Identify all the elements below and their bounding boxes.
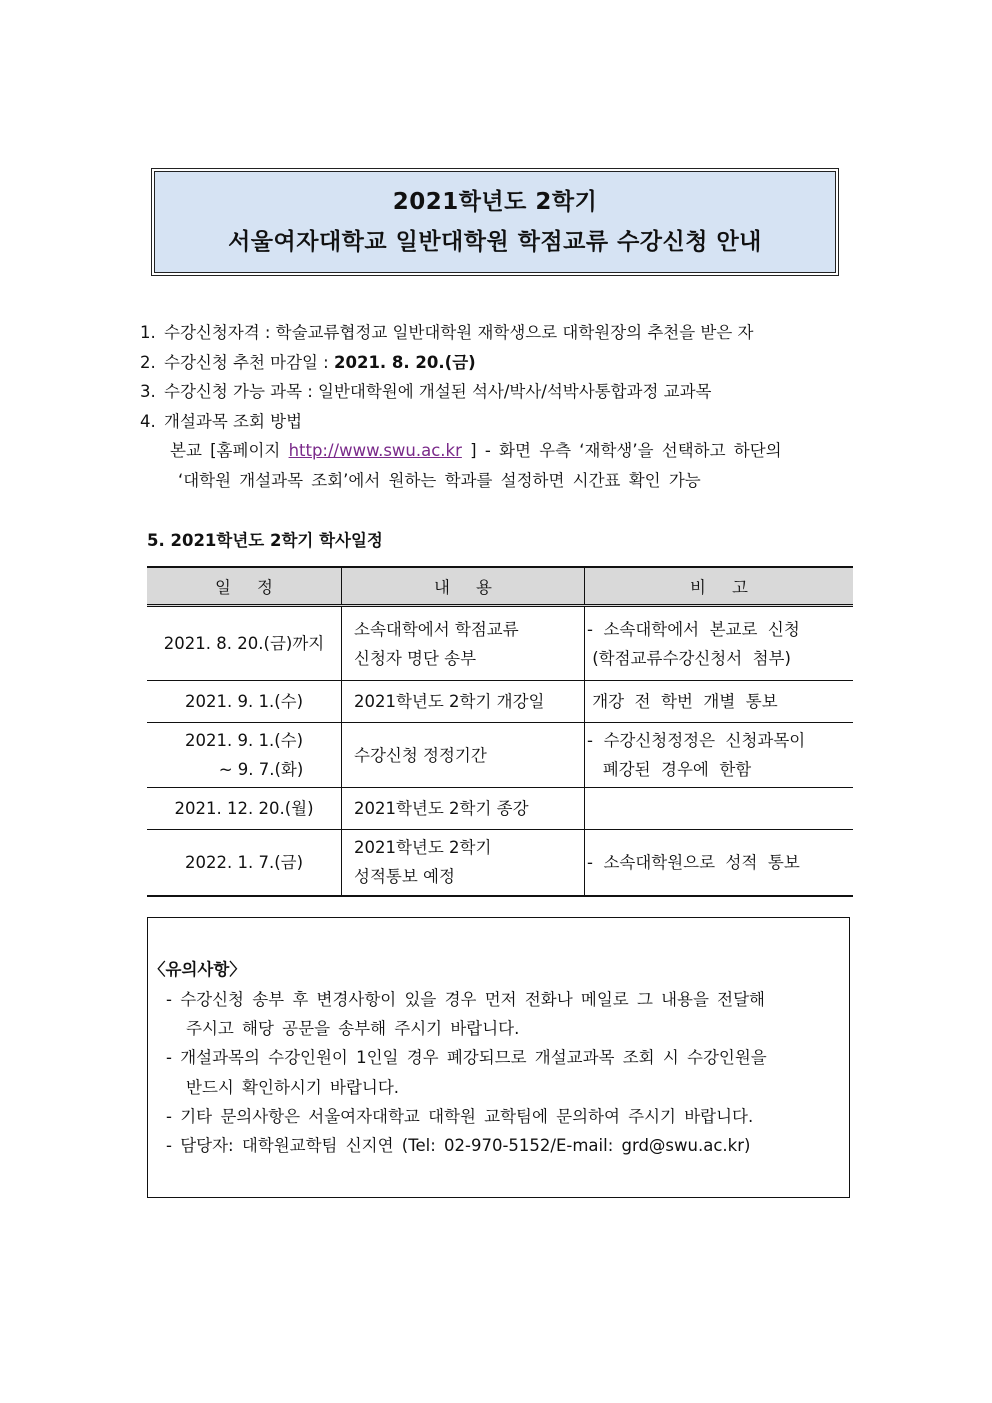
- detail-suffix: ] - 화면 우측 ‘재학생’을 선택하고 하단의: [461, 441, 782, 460]
- notice-list: [166, 985, 846, 1160]
- cell-date: 2021. 12. 20.(월): [147, 788, 342, 830]
- title-line-1: 2021학년도 2학기: [392, 189, 598, 215]
- cell-date: 2021. 9. 1.(수) ~ 9. 7.(화): [147, 723, 342, 788]
- notice-item-cont: 주시고 해당 공문을 송부해 주시기 바랍니다.: [186, 1019, 520, 1039]
- cell-note: [585, 788, 854, 830]
- cell-content: 2021학년도 2학기 개강일: [342, 681, 585, 723]
- cell-date: 2022. 1. 7.(금): [147, 830, 342, 896]
- title-box: [151, 168, 839, 276]
- cell-date: 2021. 8. 20.(금)까지: [147, 606, 342, 681]
- deadline-date: 2021. 8. 20.(금): [334, 352, 476, 372]
- notice-item: - 기타 문의사항은 서울여자대학교 대학원 교학팀에 문의하여 주시기 바랍니다.: [166, 1106, 754, 1126]
- item-number: 1.: [140, 323, 156, 342]
- title-line-2: 서울여자대학교 일반대학원 학점교류 수강신청 안내: [228, 229, 762, 255]
- header-date: 일정: [147, 567, 342, 606]
- item-number: 3.: [140, 382, 156, 401]
- item-number: 2.: [140, 352, 156, 372]
- table-row: [147, 606, 853, 681]
- table-row: [147, 681, 853, 723]
- schedule-table: [147, 566, 853, 897]
- notice-item: - 수강신청 송부 후 변경사항이 있을 경우 먼저 전화나 메일로 그 내용을 전달해: [166, 990, 766, 1009]
- info-list: [140, 318, 860, 495]
- table-header-row: [147, 567, 853, 606]
- header-note: 비고: [585, 567, 854, 606]
- item-text: 개설과목 조회 방법: [164, 411, 303, 431]
- list-item: [140, 377, 860, 407]
- cell-content: 소속대학에서 학점교류 신청자 명단 송부: [342, 606, 585, 681]
- item4-detail-line2: ‘대학원 개설과목 조회’에서 원하는 학과를 설정하면 시간표 확인 가능: [178, 470, 701, 490]
- cell-content: 수강신청 정정기간: [342, 723, 585, 788]
- homepage-link[interactable]: http://www.swu.ac.kr: [288, 441, 462, 460]
- item4-detail-line1: [140, 436, 860, 466]
- header-content: 내용: [342, 567, 585, 606]
- cell-note: - 수강신청정정은 신청과목이 폐강된 경우에 한함: [585, 723, 854, 788]
- cell-note: - 소속대학원으로 성적 통보: [585, 830, 854, 896]
- table-row: [147, 723, 853, 788]
- cell-note: 개강 전 학번 개별 통보: [585, 681, 854, 723]
- detail-prefix: 본교 [홈페이지: [170, 441, 289, 460]
- cell-content: 2021학년도 2학기 종강: [342, 788, 585, 830]
- schedule-heading: 5. 2021학년도 2학기 학사일정: [147, 531, 383, 550]
- list-item: [140, 348, 860, 378]
- item-number: 4.: [140, 411, 156, 431]
- list-item: [140, 407, 860, 437]
- notice-item: - 개설과목의 수강인원이 1인일 경우 폐강되므로 개설교과목 조회 시 수강인원을: [166, 1048, 767, 1068]
- notice-item: - 담당자: 대학원교학팀 신지연 (Tel: 02-970-5152/E-mail: grd@swu.ac.kr): [166, 1136, 751, 1156]
- list-item: [140, 318, 860, 348]
- table-row: [147, 788, 853, 830]
- item-text: 수강신청 가능 과목 : 일반대학원에 개설된 석사/박사/석박사통합과정 교과목: [164, 382, 712, 401]
- notice-item-cont: 반드시 확인하시기 바랍니다.: [186, 1077, 400, 1097]
- item-text: 수강신청자격 : 학술교류협정교 일반대학원 재학생으로 대학원장의 추천을 받은 자: [164, 323, 754, 342]
- table-row: [147, 830, 853, 896]
- title-inner: [154, 171, 836, 273]
- cell-note: - 소속대학에서 본교로 신청 (학점교류수강신청서 첨부): [585, 606, 854, 681]
- cell-content: 2021학년도 2학기 성적통보 예정: [342, 830, 585, 896]
- cell-date: 2021. 9. 1.(수): [147, 681, 342, 723]
- notice-title: 〈유의사항〉: [149, 960, 246, 979]
- item-text: 수강신청 추천 마감일 :: [164, 352, 334, 372]
